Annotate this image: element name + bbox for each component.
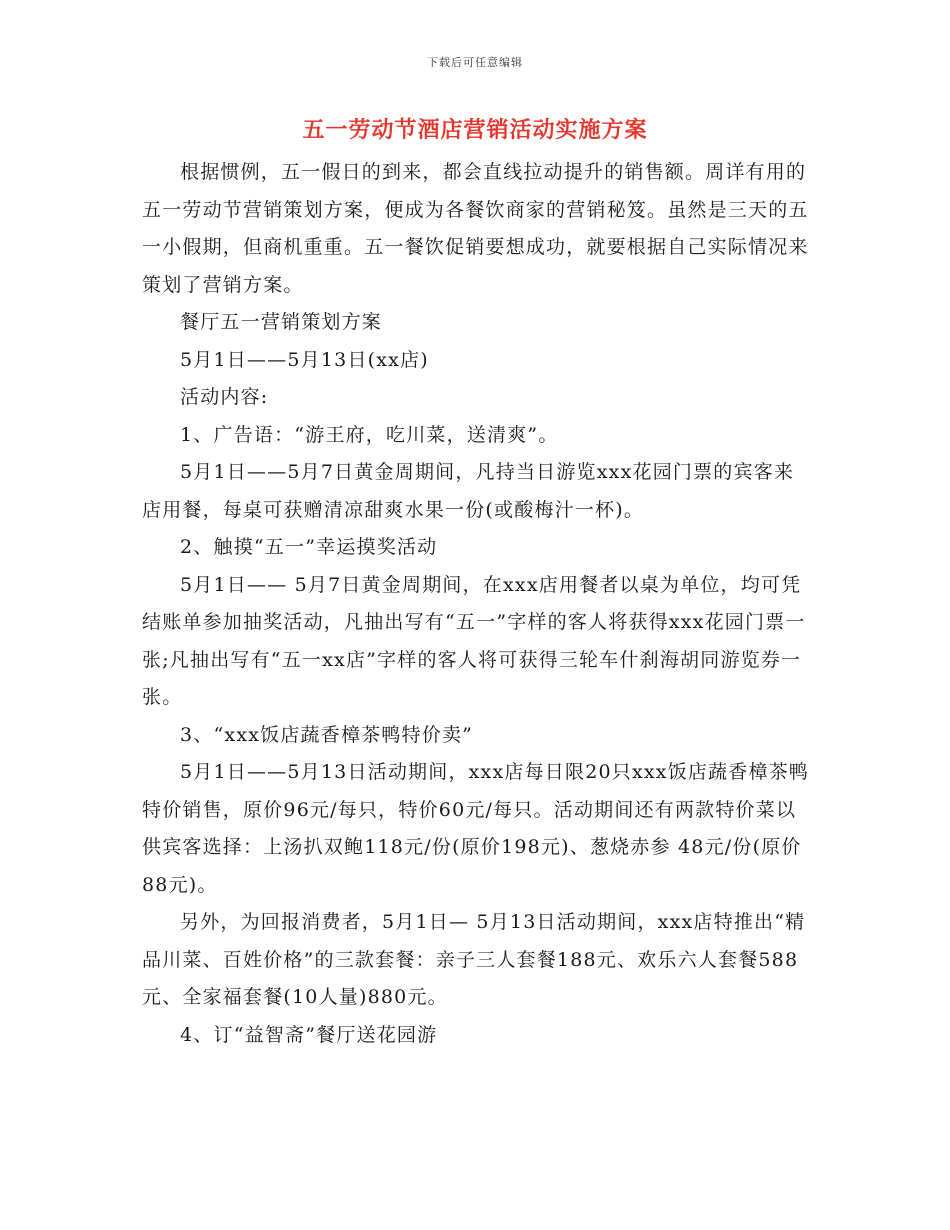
paragraph-item-1-body: 5月1日——5月7日黄金周期间，凡持当日游览xxx花园门票的宾客来店用餐，每桌可获赠清凉甜爽水果一份(或酸梅汁一杯)。 <box>142 461 795 521</box>
document-title: 五一劳动节酒店营销活动实施方案 <box>302 117 648 143</box>
paragraph-item-4-heading: 4、订“益智斋”餐厅送花园游 <box>180 1023 438 1046</box>
paragraph-plan-heading: 餐厅五一营销策划方案 <box>180 311 383 333</box>
paragraph-item-3-body: 5月1日——5月13日活动期间，xxx店每日限20只xxx饭店蔬香樟茶鸭特价销售，原价96元/每只，特价60元/每只。活动期间还有两款特价菜以供宾客选择：上汤扒双鲍118元/份(原价198元)、葱烧赤参 48元/份(原价88元)。 <box>142 761 810 896</box>
paragraph-item-2-heading: 2、触摸“五一”幸运摸奖活动 <box>180 536 438 558</box>
paragraph-activity-label: 活动内容: <box>180 386 269 408</box>
paragraph-item-2-body: 5月1日—— 5月7日黄金周期间，在xxx店用餐者以桌为单位，均可凭结账单参加抽奖活动，凡抽出写有“五一”字样的客人将获得xxx花园门票一张;凡抽出写有“五一xx店”字样的客人将可获得三轮车什刹海胡同游览券一张。 <box>142 573 806 708</box>
document-body <box>142 154 810 1054</box>
paragraph-item-3-heading: 3、“xxx饭店蔬香樟茶鸭特价卖” <box>180 723 474 746</box>
header-note: 下载后可任意编辑 <box>427 56 523 69</box>
paragraph-date-range: 5月1日——5月13日(xx店) <box>180 348 429 371</box>
paragraph-extra-offer: 另外，为回报消费者，5月1日— 5月13日活动期间，xxx店特推出“精品川菜、百姓价格”的三款套餐：亲子三人套餐188元、欢乐六人套餐588元、全家福套餐(10人量)880元。 <box>142 911 806 1008</box>
paragraph-intro: 根据惯例，五一假日的到来，都会直线拉动提升的销售额。周详有用的五一劳动节营销策划方案，便成为各餐饮商家的营销秘笈。虽然是三天的五一小假期，但商机重重。五一餐饮促销要想成功，就要根据自己实际情况来策划了营销方案。 <box>142 161 809 296</box>
paragraph-item-1-heading: 1、广告语：“游王府，吃川菜，送清爽”。 <box>180 423 559 446</box>
